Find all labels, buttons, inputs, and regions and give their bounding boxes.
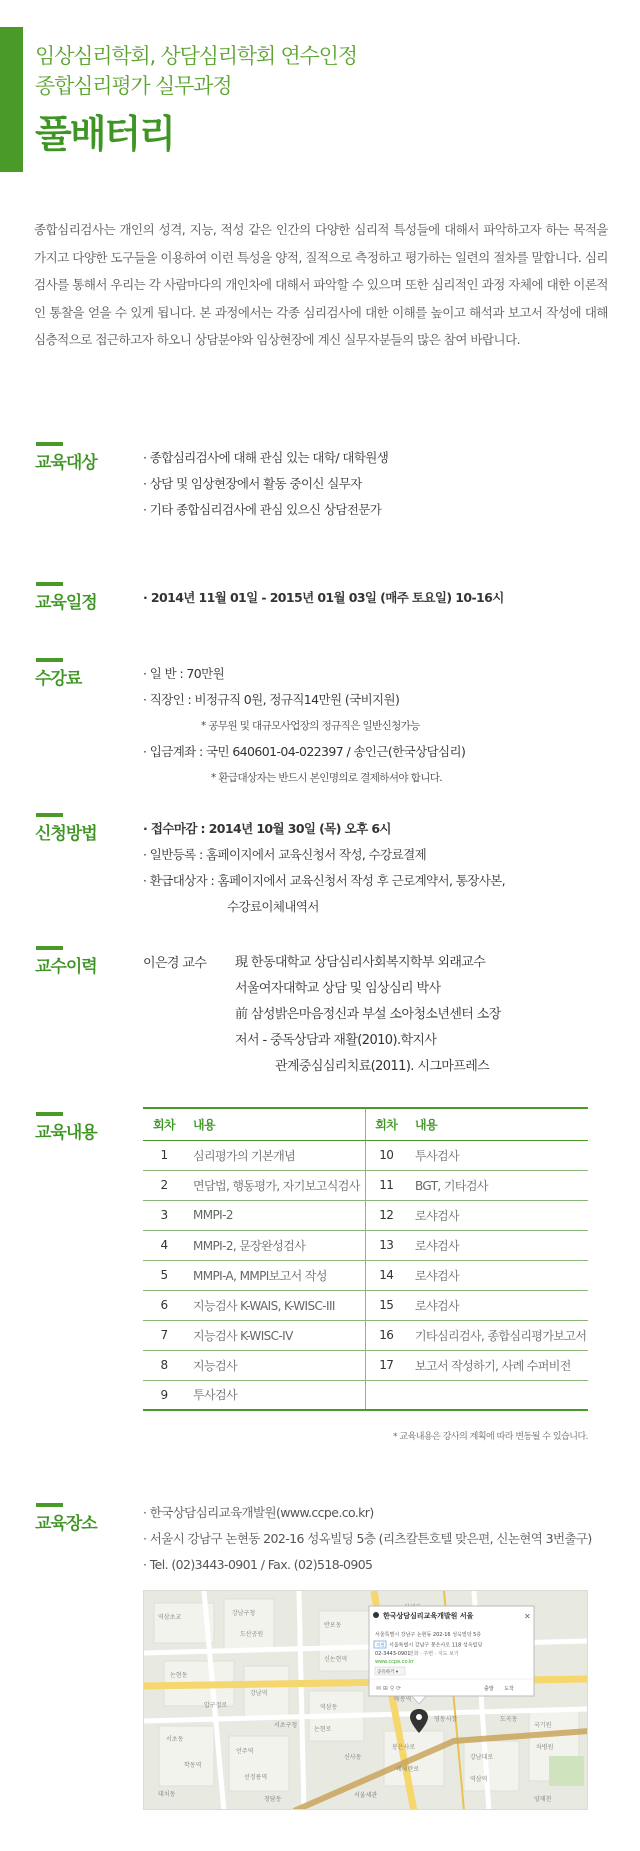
session-content: 지능검사 [185,1350,365,1380]
map-label: 압구정로 [204,1702,228,1709]
session-content: BGT, 기타검사 [407,1170,588,1200]
apply-refund: · 환급대상자 : 홈페이지에서 교육신청서 작성 후 근로계약서, 통장사본, [143,873,506,888]
session-content: 투사검사 [185,1380,365,1410]
professor-name: 이은경 교수 [143,956,207,971]
section-dash [36,946,63,950]
table-row [143,1230,588,1260]
location-phone: · Tel. (02)3443-0901 / Fax. (02)518-0905 [143,1557,373,1572]
popup-links[interactable]: 전화 · 주변 · 지도 보기 [409,1651,459,1657]
map-label: 반포동 [324,1622,342,1629]
popup-address: 서울특별시 강남구 논현동 202-16 성옥빌딩 5층 [375,1632,482,1638]
fee-list [143,661,465,791]
section-dash [36,582,63,586]
session-number: 17 [365,1350,407,1380]
session-number: 5 [143,1260,185,1290]
section-dash [36,442,63,446]
fee-general: · 일 반 : 70만원 [143,666,225,681]
session-number: 15 [365,1290,407,1320]
route-start-button[interactable]: 출발 [484,1686,494,1692]
table-row [143,1170,588,1200]
session-content: 지능검사 K-WAIS, K-WISC-III [185,1290,365,1320]
map-label: 도산공원 [240,1631,264,1638]
popup-site[interactable]: www.ccpe.co.kr [375,1659,414,1665]
session-number: 3 [143,1200,185,1230]
session-content: MMPI-A, MMPI보고서 작성 [185,1260,365,1290]
career-line: 前 삼성밝은마음정신과 부설 소아청소년센터 소장 [235,1007,501,1022]
curriculum-note: * 교육내용은 강사의 계획에 따라 변동될 수 있습니다. [393,1432,588,1442]
list-item: · 종합심리검사에 대해 관심 있는 대학/ 대학원생 [143,450,389,465]
apply-deadline: · 접수마감 : 2014년 10월 30일 (목) 오후 6시 [143,821,391,836]
list-item: · 상담 및 임상현장에서 활동 중이신 실무자 [143,476,362,491]
popup-tel: 02-3443-0901 [375,1651,411,1657]
section-dash [36,1112,63,1116]
map-label: 역삼역 [470,1776,488,1783]
column-header-content: 내용 [407,1108,588,1140]
table-row [143,1290,588,1320]
fee-worker: · 직장인 : 비정규직 0원, 정규직14만원 (국비지원) [143,692,400,707]
location-org: · 한국상담심리교육개발원(www.ccpe.co.kr) [143,1505,374,1520]
schedule-list [143,585,504,611]
career-line: 서울여자대학교 상담 및 임상심리 박사 [235,981,441,996]
map-label: 봉은사로 [392,1744,416,1751]
location-address: · 서울시 강남구 논현동 202-16 성옥빌딩 5층 (리츠칼튼호텔 맞은편, 신논현역 3번출구) [143,1531,592,1546]
map-label: 양재천 [534,1796,552,1803]
popup-close-icon[interactable]: ✕ [524,1612,531,1621]
popup-tool-icons[interactable]: ✉ ⊞ ⚲ ⟳ [376,1685,402,1692]
apply-list [143,816,505,920]
session-content: 보고서 작성하기, 사례 수퍼비전 [407,1350,588,1380]
map-label: 신논현역 [324,1656,348,1663]
intro-paragraph: 종합심리검사는 개인의 성격, 지능, 적성 같은 인간의 다양한 심리적 특성들에 대해서 파악하고자 하는 목적을 가지고 다양한 도구들을 이용하여 이런 특성을 양적, 질적으로 측정하고 평가하는 일련의 절차를 말합니다. 심리검사를 통해서 우리는 각 사람마다의 개인차에 대해서 파악할 수 있으며 또한 심리적인 과정 자체에 대한 이론적인 통찰을 얻을 수 있게 됩니다. 본 과정에서는 각종 심리검사에 대한 이해를 높이고 해석과 보고서 작성에 대해 심층적으로 접근하고자 하오니 상담분야와 임상현장에 계신 실무자분들의 많은 참여 바랍니다. [34,222,608,347]
table-row [143,1380,588,1410]
session-number: 2 [143,1170,185,1200]
map-label: 역삼초교 [158,1614,182,1621]
session-number: 8 [143,1350,185,1380]
map-label: 선정릉역 [244,1774,268,1781]
popup-share-button[interactable]: 공유하기 ▾ [377,1670,399,1675]
table-row [143,1260,588,1290]
table-row [143,1350,588,1380]
table-row [143,1200,588,1230]
map-label: 테헤란로 [396,1766,420,1773]
apply-refund-cont: 수강료이체내역서 [227,899,319,914]
map-label: 도곡동 [500,1716,518,1723]
section-label: 교육장소 [35,1514,97,1534]
session-number [365,1380,407,1410]
session-number: 4 [143,1230,185,1260]
map-label: 대치동 [158,1791,176,1798]
location-list [143,1500,592,1578]
column-header-no: 회차 [365,1108,407,1140]
section-label: 교육일정 [35,593,97,613]
session-content: 로샤검사 [407,1230,588,1260]
map-label: 서초구청 [274,1722,298,1729]
section-dash [36,813,63,817]
section-label: 수강료 [35,669,82,689]
career-line: 관계중심심리치료(2011). 시그마프레스 [275,1059,490,1074]
session-number: 6 [143,1290,185,1320]
map-label: 강남대로 [470,1754,494,1761]
table-header-row [143,1108,588,1140]
session-content: 면담법, 행동평가, 자기보고식검사 [185,1170,365,1200]
session-number: 13 [365,1230,407,1260]
location-map[interactable] [143,1590,588,1810]
apply-general: · 일반등록 : 홈페이지에서 교육신청서 작성, 수강료결제 [143,847,427,862]
fee-worker-note: * 공무원 및 대규모사업장의 정규직은 일반신청가능 [201,720,420,732]
map-label: 국기원 [534,1722,552,1729]
session-number: 16 [365,1320,407,1350]
section-label: 교수이력 [35,957,97,977]
session-content: 로샤검사 [407,1290,588,1320]
fee-account-note: * 환급대상자는 반드시 본인명의로 결제하셔야 합니다. [211,772,443,784]
route-end-button[interactable]: 도착 [504,1686,514,1692]
session-content [407,1380,588,1410]
course-name: 종합심리평가 실무과정 [35,74,232,98]
table-row [143,1140,588,1170]
session-content: 로샤검사 [407,1260,588,1290]
schedule-text: · 2014년 11월 01일 - 2015년 01월 03일 (매주 토요일) 10-16시 [143,590,504,605]
session-number: 11 [365,1170,407,1200]
session-content: MMPI-2 [185,1200,365,1230]
map-label: 서울세관 [354,1792,378,1799]
page-title: 풀배터리 [35,112,174,156]
map-info-popup [369,1606,534,1704]
column-header-no: 회차 [143,1108,185,1140]
map-label: 청담동 [264,1796,282,1803]
fee-account: · 입금계좌 : 국민 640601-04-022397 / 송인근(한국상담심리) [143,744,466,759]
map-label: 서초동 [166,1736,184,1743]
section-dash [36,1503,63,1507]
section-label: 교육대상 [35,453,97,473]
popup-tag: 지번 [376,1643,385,1649]
session-number: 14 [365,1260,407,1290]
curriculum-table [143,1107,588,1411]
list-item: · 기타 종합심리검사에 관심 있으신 상담전문가 [143,502,382,517]
map-label: 강남역 [250,1690,268,1697]
table-row [143,1320,588,1350]
map-label: 언주역 [236,1748,254,1755]
target-list [143,445,388,523]
section-dash [36,658,63,662]
session-content: 심리평가의 기본개념 [185,1140,365,1170]
column-header-content: 내용 [185,1108,365,1140]
professor-career [235,950,501,1080]
popup-road: 서울특별시 강남구 봉은사로 118 성옥빌딩 [389,1642,483,1649]
career-line: 現 한동대학교 상담심리사회복지학부 외래교수 [235,955,486,970]
map-label: 영동시장 [434,1716,458,1723]
session-number: 1 [143,1140,185,1170]
session-content: 투사검사 [407,1140,588,1170]
map-label: 매봉역 [394,1696,412,1703]
title-accent-bar [0,27,23,172]
map-label: 학동역 [184,1762,202,1769]
session-number: 10 [365,1140,407,1170]
section-label: 신청방법 [35,824,97,844]
map-label: 차병원 [536,1744,554,1751]
session-number: 7 [143,1320,185,1350]
session-content: 기타심리검사, 종합심리평가보고서 [407,1320,588,1350]
session-content: 지능검사 K-WISC-IV [185,1320,365,1350]
map-label: 역삼동 [320,1704,338,1711]
map-graphic [144,1591,588,1810]
popup-title: 한국상담심리교육개발원 서울 [383,1612,474,1620]
session-content: MMPI-2, 문장완성검사 [185,1230,365,1260]
session-content: 로샤검사 [407,1200,588,1230]
page-subtitle: 임상심리학회, 상담심리학회 연수인정 [35,44,357,68]
session-number: 12 [365,1200,407,1230]
map-label: 신사동 [344,1754,362,1761]
map-label: 논현동 [170,1672,188,1679]
section-label: 교육내용 [35,1123,97,1143]
map-label: 강남구청 [232,1610,256,1617]
session-number: 9 [143,1380,185,1410]
map-label: 논현로 [314,1726,332,1733]
career-line: 저서 - 중독상담과 재활(2010).학지사 [235,1033,437,1048]
